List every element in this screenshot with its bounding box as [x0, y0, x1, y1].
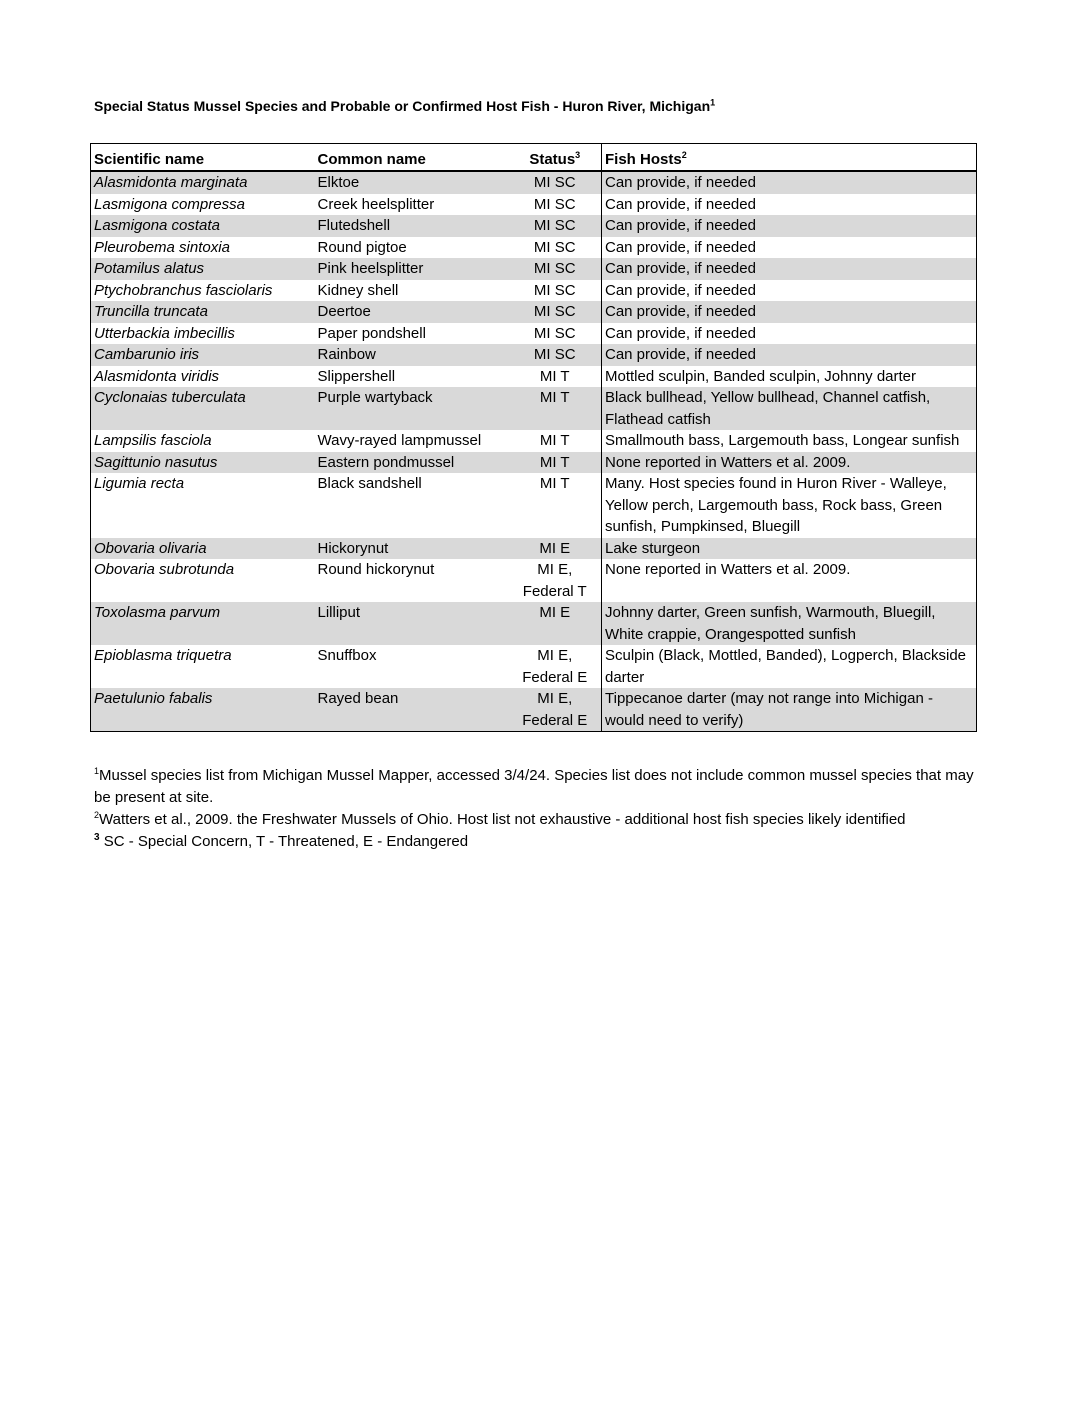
common-name-cell: Elktoe	[315, 171, 509, 194]
footnote-2: $^2$Watters et al., 2009. the Freshwater Mussels of Ohio. Host list not exhaustive - additional host fish species likely identified	[94, 810, 906, 828]
scientific-name-cell: Obovaria olivaria	[91, 538, 315, 560]
title-footnote-marker: 1	[710, 97, 716, 108]
table-row	[91, 194, 977, 216]
table-row	[91, 538, 977, 560]
common-name-cell: Hickorynut	[315, 538, 509, 560]
status-cell: MI SC	[509, 258, 602, 280]
table-row	[91, 258, 977, 280]
footnotes	[94, 765, 984, 853]
common-name-cell: Purple wartyback	[315, 387, 509, 430]
common-name-cell: Rayed bean	[315, 688, 509, 732]
status-cell: MI T	[509, 452, 602, 474]
footnote-1: $^1$Mussel species list from Michigan Mussel Mapper, accessed 3/4/24. Species list does not include common mussel species that may be present at site.	[94, 766, 974, 806]
table-header-row	[91, 144, 977, 172]
table-row	[91, 645, 977, 688]
scientific-name-cell: Lasmigona compressa	[94, 195, 245, 213]
fish-hosts-cell: Johnny darter, Green sunfish, Warmouth, Bluegill, White crappie, Orangespotted sunfish	[602, 602, 977, 645]
fish-hosts-cell: Can provide, if needed	[602, 344, 977, 366]
common-name-cell: Black sandshell	[317, 475, 422, 492]
fish-hosts-cell: Can provide, if needed	[602, 215, 977, 237]
scientific-name-cell: Truncilla truncata	[91, 301, 315, 323]
fish-hosts-cell: Can provide, if needed	[602, 258, 977, 280]
common-name-cell: Deertoe	[315, 301, 509, 323]
status-cell: MI T	[539, 432, 570, 449]
fish-hosts-cell: Can provide, if needed	[602, 301, 977, 323]
status-cell: MI E	[509, 602, 602, 645]
table-row	[91, 301, 977, 323]
common-name-cell: Flutedshell	[315, 215, 509, 237]
footnote-3: $^3$ SC - Special Concern, T - Threatened, E - Endangered	[94, 832, 469, 850]
scientific-name-cell: Potamilus alatus	[91, 258, 315, 280]
table-row	[91, 237, 977, 259]
scientific-name-cell: Alasmidonta viridis	[94, 367, 220, 385]
table-row	[91, 602, 977, 645]
fish-hosts-cell: Can provide, if needed	[602, 194, 977, 216]
scientific-name-cell: Lampsilis fasciola	[94, 432, 212, 449]
fish-hosts-cell: Lake sturgeon	[602, 538, 977, 560]
common-name-cell: Round hickorynut	[317, 561, 435, 578]
status-cell: MI SC	[509, 215, 602, 237]
common-name-cell: Paper pondshell	[317, 324, 426, 342]
status-cell: MI SC	[533, 281, 576, 299]
status-cell: MI T	[509, 387, 602, 430]
common-name-cell: Creek heelsplitter	[317, 195, 435, 213]
fish-hosts-cell: Can provide, if needed	[602, 237, 977, 259]
common-name-cell: Round pigtoe	[317, 238, 407, 256]
table-row	[91, 280, 977, 302]
table-row	[91, 366, 977, 388]
scientific-name-cell: Epioblasma triquetra	[94, 647, 232, 664]
scientific-name-cell: Cyclonaias tuberculata	[91, 387, 315, 430]
fish-hosts-cell: None reported in Watters et al. 2009.	[602, 559, 977, 602]
status-cell: MI E, Federal E	[509, 688, 602, 732]
scientific-name-cell: Ligumia recta	[94, 475, 185, 492]
status-cell: MI SC	[533, 195, 576, 213]
scientific-name-cell: Obovaria subrotunda	[94, 561, 235, 578]
table-row	[91, 215, 977, 237]
status-cell: MI SC	[509, 171, 602, 194]
status-cell: MI E, Federal E	[522, 647, 588, 686]
scientific-name-cell: Ptychobranchus fasciolaris	[94, 281, 273, 299]
common-name-cell: Rainbow	[315, 344, 509, 366]
scientific-name-cell: Pleurobema sintoxia	[94, 238, 230, 256]
common-name-cell: Wavy-rayed lampmussel	[317, 432, 482, 449]
document-title-text: Special Status Mussel Species and Probable or Confirmed Host Fish - Huron River, Michigan	[94, 98, 711, 114]
status-cell: MI SC	[509, 301, 602, 323]
header-fish-hosts: Fish Hosts$^2$	[602, 144, 977, 172]
header-status: Status$^3$	[509, 144, 602, 172]
status-cell: MI E	[509, 538, 602, 560]
table-row	[91, 559, 977, 602]
table-row	[91, 171, 977, 194]
fish-hosts-cell: Can provide, if needed	[602, 323, 977, 345]
common-name-cell: Slippershell	[317, 367, 396, 385]
status-cell: MI SC	[533, 238, 576, 256]
fish-hosts-cell: Black bullhead, Yellow bullhead, Channel catfish, Flathead catfish	[602, 387, 977, 430]
table-row	[91, 323, 977, 345]
scientific-name-cell: Alasmidonta marginata	[91, 171, 315, 194]
fish-hosts-cell: None reported in Watters et al. 2009.	[602, 452, 977, 474]
scientific-name-cell: Lasmigona costata	[91, 215, 315, 237]
table-body	[91, 171, 977, 732]
header-common-name: Common name	[315, 144, 509, 172]
scientific-name-cell: Cambarunio iris	[91, 344, 315, 366]
fish-hosts-cell: Tippecanoe darter (may not range into Michigan - would need to verify)	[602, 688, 977, 732]
status-cell: MI SC	[509, 344, 602, 366]
mussel-species-table	[90, 143, 977, 732]
fish-hosts-cell: Can provide, if needed	[602, 171, 977, 194]
status-cell: MI E, Federal T	[522, 561, 587, 600]
scientific-name-cell: Sagittunio nasutus	[91, 452, 315, 474]
document-title	[94, 98, 715, 114]
fish-hosts-cell: Smallmouth bass, Largemouth bass, Longear sunfish	[602, 430, 977, 452]
fish-hosts-cell: Mottled sculpin, Banded sculpin, Johnny darter	[602, 366, 977, 388]
common-name-cell: Pink heelsplitter	[315, 258, 509, 280]
table-row	[91, 688, 977, 732]
status-cell: MI SC	[533, 324, 576, 342]
common-name-cell: Lilliput	[315, 602, 509, 645]
table-row	[91, 344, 977, 366]
fish-hosts-cell: Many. Host species found in Huron River - Walleye, Yellow perch, Largemouth bass, Rock bass, Green sunfish, Pumpkinsed, Bluegill	[602, 473, 977, 538]
common-name-cell: Kidney shell	[317, 281, 399, 299]
common-name-cell: Snuffbox	[317, 647, 377, 664]
fish-hosts-cell: Can provide, if needed	[602, 280, 977, 302]
scientific-name-cell: Utterbackia imbecillis	[94, 324, 235, 342]
common-name-cell: Eastern pondmussel	[315, 452, 509, 474]
status-cell: MI T	[539, 367, 570, 385]
table-row	[91, 452, 977, 474]
table-row	[91, 387, 977, 430]
table-row	[91, 430, 977, 452]
table-row	[91, 473, 977, 538]
fish-hosts-cell: Sculpin (Black, Mottled, Banded), Logperch, Blackside darter	[602, 645, 977, 688]
status-cell: MI T	[539, 475, 570, 492]
scientific-name-cell: Toxolasma parvum	[91, 602, 315, 645]
header-scientific-name: Scientific name	[91, 144, 315, 172]
scientific-name-cell: Paetulunio fabalis	[91, 688, 315, 732]
